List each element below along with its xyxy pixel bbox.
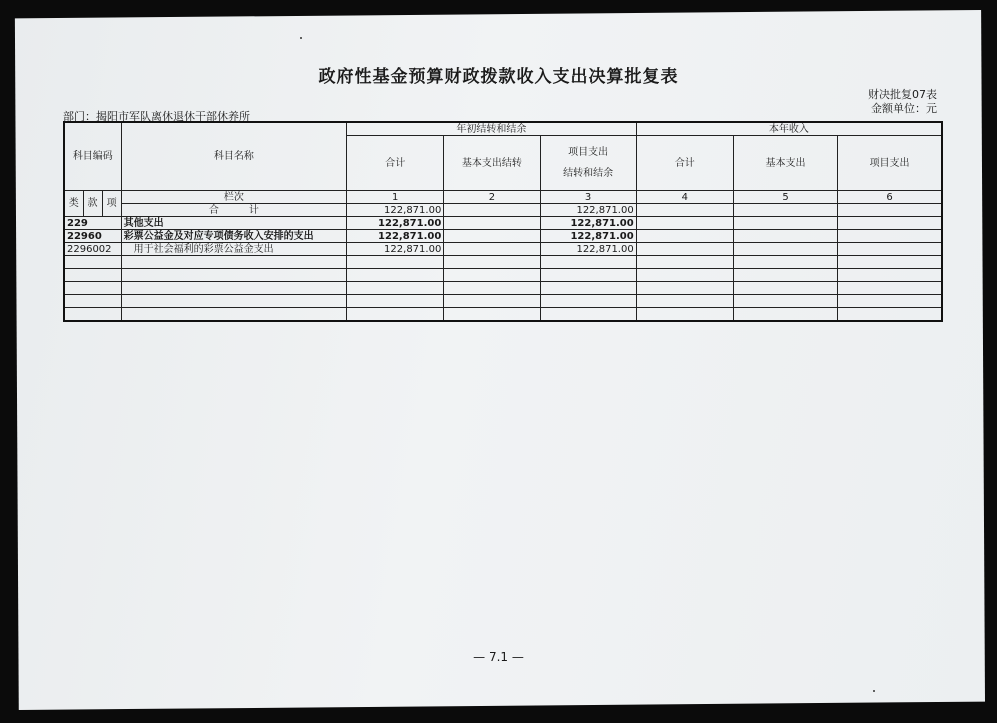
header-project-carry bbox=[540, 136, 636, 191]
col-num-4: 4 bbox=[636, 191, 733, 204]
row-c3: 122,871.00 bbox=[540, 230, 636, 243]
row-name: 用于社会福利的彩票公益金支出 bbox=[121, 243, 346, 256]
table-row-empty bbox=[64, 295, 942, 308]
row-c2 bbox=[444, 230, 540, 243]
row-c3: 122,871.00 bbox=[540, 204, 636, 217]
row-name: 彩票公益金及对应专项债务收入安排的支出 bbox=[121, 230, 346, 243]
scan-speck bbox=[300, 37, 302, 39]
table-row bbox=[64, 230, 942, 243]
row-c1: 122,871.00 bbox=[347, 243, 444, 256]
row-c2 bbox=[444, 243, 540, 256]
row-c6 bbox=[838, 230, 942, 243]
budget-table bbox=[63, 121, 943, 322]
row-c4 bbox=[636, 243, 733, 256]
scan-speck bbox=[873, 690, 875, 692]
col-num-1: 1 bbox=[347, 191, 444, 204]
row-name: 其他支出 bbox=[121, 217, 346, 230]
row-c6 bbox=[838, 204, 942, 217]
header-project-carry-line2: 结转和结余 bbox=[563, 168, 614, 179]
header-cat-kuan: 款 bbox=[83, 191, 102, 217]
row-c6 bbox=[838, 217, 942, 230]
header-group-begin: 年初结转和结余 bbox=[347, 122, 637, 136]
row-name: 合 计 bbox=[121, 204, 346, 217]
row-c1: 122,871.00 bbox=[347, 230, 444, 243]
row-code: 2296002 bbox=[64, 243, 121, 256]
table-row bbox=[64, 243, 942, 256]
col-num-2: 2 bbox=[444, 191, 540, 204]
row-code: 22960 bbox=[64, 230, 121, 243]
header-project-carry-line1: 项目支出 bbox=[568, 147, 609, 158]
row-c2 bbox=[444, 217, 540, 230]
row-c2 bbox=[444, 204, 540, 217]
amount-unit: 金额单位：元 bbox=[871, 102, 937, 115]
col-num-3: 3 bbox=[540, 191, 636, 204]
table-row-total bbox=[64, 204, 942, 217]
row-c5 bbox=[733, 243, 837, 256]
department-label: 部门：揭阳市军队离休退休干部休养所 bbox=[63, 110, 250, 123]
header-income-project: 项目支出 bbox=[838, 136, 942, 191]
header-col-index: 栏次 bbox=[121, 191, 346, 204]
header-cat-lei: 类 bbox=[64, 191, 83, 217]
row-c5 bbox=[733, 217, 837, 230]
header-income-total: 合计 bbox=[636, 136, 733, 191]
table-row-empty bbox=[64, 269, 942, 282]
col-num-6: 6 bbox=[838, 191, 942, 204]
row-code: 229 bbox=[64, 217, 121, 230]
header-income-basic: 基本支出 bbox=[733, 136, 837, 191]
table-row-empty bbox=[64, 308, 942, 322]
row-c5 bbox=[733, 204, 837, 217]
header-cat-xiang: 项 bbox=[102, 191, 121, 217]
row-c4 bbox=[636, 217, 733, 230]
row-c1: 122,871.00 bbox=[347, 204, 444, 217]
row-c4 bbox=[636, 230, 733, 243]
header-group-income: 本年收入 bbox=[636, 122, 942, 136]
row-c6 bbox=[838, 243, 942, 256]
row-c1: 122,871.00 bbox=[347, 217, 444, 230]
page-title: 政府性基金预算财政拨款收入支出决算批复表 bbox=[318, 67, 679, 87]
header-subject-code: 科目编码 bbox=[64, 122, 121, 191]
header-basic-carry: 基本支出结转 bbox=[444, 136, 540, 191]
table-row-empty bbox=[64, 282, 942, 295]
row-c5 bbox=[733, 230, 837, 243]
form-code: 财决批复07表 bbox=[868, 88, 937, 101]
table-row-empty bbox=[64, 256, 942, 269]
page-number: — 7.1 — bbox=[473, 650, 524, 664]
row-c3: 122,871.00 bbox=[540, 243, 636, 256]
row-c3: 122,871.00 bbox=[540, 217, 636, 230]
col-num-5: 5 bbox=[733, 191, 837, 204]
table-row bbox=[64, 217, 942, 230]
row-c4 bbox=[636, 204, 733, 217]
header-subject-name: 科目名称 bbox=[121, 122, 346, 191]
header-total: 合计 bbox=[347, 136, 444, 191]
